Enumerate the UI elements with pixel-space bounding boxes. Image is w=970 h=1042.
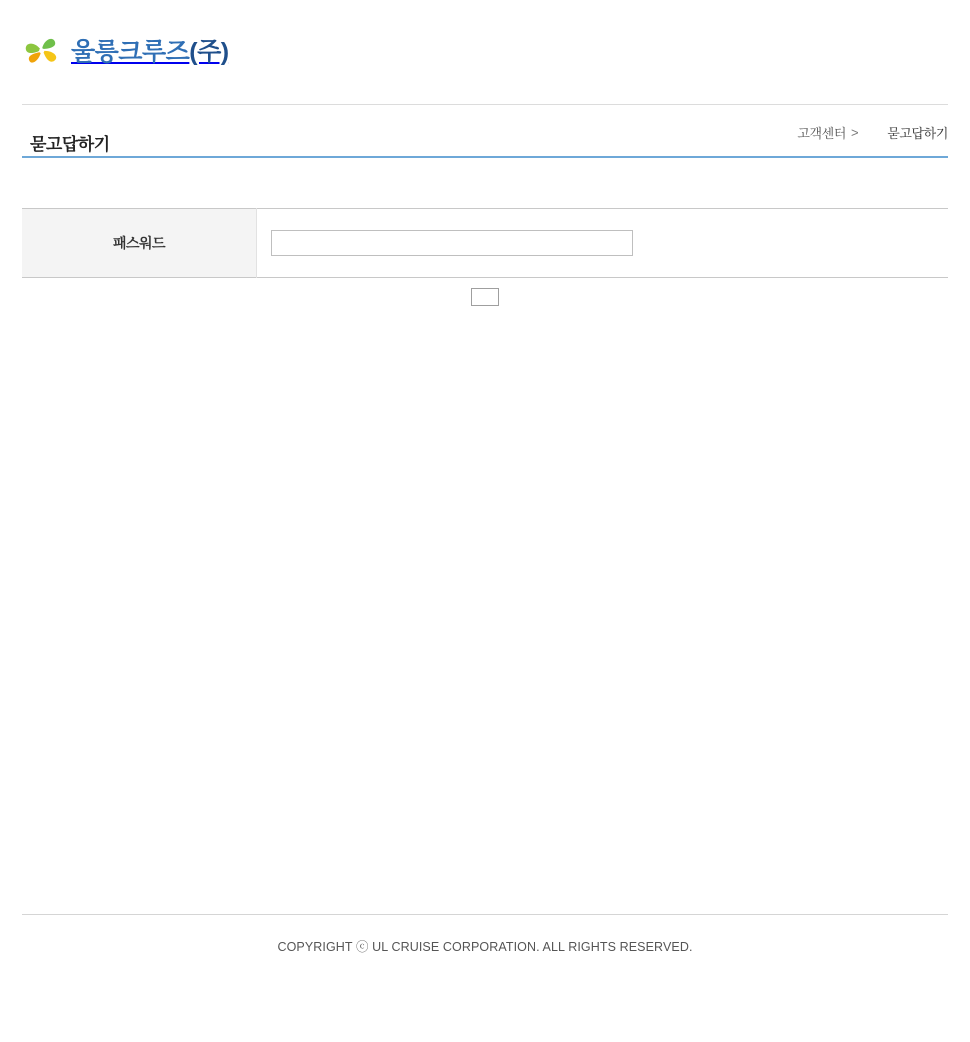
site-logo-text: [71, 37, 229, 66]
main-content: [22, 158, 948, 306]
site-logo-link[interactable]: [22, 30, 229, 74]
breadcrumb-separator-icon: >: [851, 125, 859, 140]
site-footer: [22, 914, 948, 955]
site-header: [0, 0, 970, 104]
breadcrumb-current: 묻고답하기: [887, 126, 948, 141]
logo-text-suffix: (주): [189, 37, 229, 66]
password-input[interactable]: [271, 230, 633, 256]
password-form-table: [22, 208, 948, 278]
copyright-text: COPYRIGHT ⓒ UL CRUISE CORPORATION. ALL RIGHTS RESERVED.: [277, 940, 693, 954]
button-row: [22, 288, 948, 306]
password-field-cell: [257, 209, 949, 278]
password-label: 패스워드: [22, 209, 257, 278]
breadcrumb-parent[interactable]: 고객센터: [797, 126, 846, 141]
table-row: [22, 209, 948, 278]
confirm-button[interactable]: [471, 288, 499, 306]
page-title: 묻고답하기: [30, 135, 110, 155]
logo-text-main: 울릉크루즈: [71, 37, 190, 66]
breadcrumb: [797, 123, 948, 142]
sub-navigation-bar: [22, 104, 948, 158]
pinwheel-flower-logo-icon: [22, 32, 62, 72]
